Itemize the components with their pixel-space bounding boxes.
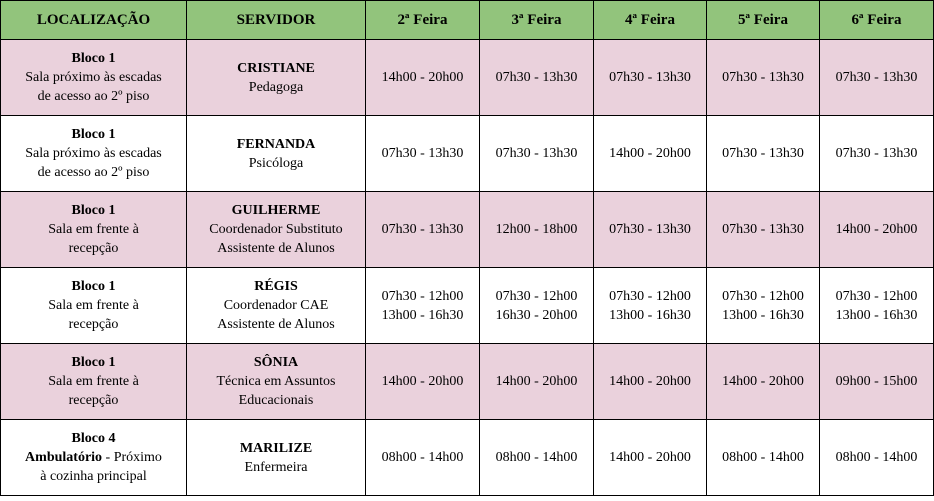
time-range: 07h30 - 13h30 <box>381 222 464 237</box>
location-line: Sala em frente à <box>48 222 139 237</box>
time-cell-friday <box>820 40 934 116</box>
header-row <box>1 1 934 40</box>
time-range: 07h30 - 13h30 <box>495 70 578 85</box>
location-line: à cozinha principal <box>40 469 147 484</box>
time-cell-wednesday <box>594 268 707 344</box>
time-range: 07h30 - 13h30 <box>609 70 691 85</box>
time-range: 16h30 - 20h00 <box>495 307 578 323</box>
location-block: Bloco 4 <box>71 431 116 446</box>
server-name: RÉGIS <box>254 279 298 294</box>
time-cell-monday <box>366 344 480 420</box>
time-cell-wednesday <box>594 192 707 268</box>
time-range: 14h00 - 20h00 <box>609 374 691 389</box>
server-name: GUILHERME <box>231 203 321 218</box>
header-wednesday: 4ª Feira <box>594 1 707 40</box>
time-cell-thursday <box>707 420 820 496</box>
time-cell-friday <box>820 420 934 496</box>
time-range: 07h30 - 13h30 <box>495 146 578 161</box>
header-location: LOCALIZAÇÃO <box>1 1 187 40</box>
location-block: Bloco 1 <box>71 51 116 66</box>
time-cell-wednesday <box>594 344 707 420</box>
location-line: recepção <box>68 317 119 332</box>
time-cell-thursday <box>707 344 820 420</box>
time-range: 13h00 - 16h30 <box>722 307 804 323</box>
time-cell-monday <box>366 40 480 116</box>
time-cell-thursday <box>707 192 820 268</box>
location-cell <box>1 116 187 192</box>
location-block: Bloco 1 <box>71 127 116 142</box>
location-line: Sala próximo às escadas <box>25 146 162 161</box>
time-range: 14h00 - 20h00 <box>722 374 804 389</box>
time-range: 07h30 - 13h30 <box>381 146 464 161</box>
location-block: Bloco 1 <box>71 203 116 218</box>
time-range: 08h00 - 14h00 <box>381 450 464 465</box>
time-range: 09h00 - 15h00 <box>835 374 918 389</box>
time-range: 07h30 - 13h30 <box>722 222 804 237</box>
location-block: Bloco 1 <box>71 355 116 370</box>
time-range: 07h30 - 12h00 <box>609 288 691 304</box>
time-range: 07h30 - 12h00 <box>835 288 918 304</box>
server-name: FERNANDA <box>236 136 316 152</box>
location-line: Sala em frente à <box>48 298 139 313</box>
table-row <box>1 116 934 192</box>
server-role: Educacionais <box>238 393 314 408</box>
location-cell <box>1 192 187 268</box>
location-cell <box>1 268 187 344</box>
server-name: CRISTIANE <box>237 60 315 76</box>
time-range: 07h30 - 13h30 <box>722 70 804 85</box>
time-cell-friday <box>820 344 934 420</box>
time-cell-thursday <box>707 40 820 116</box>
location-line: de acesso ao 2º piso <box>37 89 150 104</box>
time-cell-monday <box>366 116 480 192</box>
server-cell <box>187 192 366 268</box>
time-cell-friday <box>820 268 934 344</box>
time-range: 07h30 - 12h00 <box>722 288 804 304</box>
server-role: Assistente de Alunos <box>217 317 335 332</box>
location-line: de acesso ao 2º piso <box>37 165 150 180</box>
location-line: Sala em frente à <box>48 374 139 389</box>
server-cell <box>187 116 366 192</box>
time-cell-tuesday <box>480 192 594 268</box>
time-range: 07h30 - 13h30 <box>722 146 804 161</box>
server-role: Pedagoga <box>248 79 304 95</box>
time-cell-wednesday <box>594 116 707 192</box>
server-name: SÔNIA <box>253 355 299 370</box>
time-cell-tuesday <box>480 268 594 344</box>
time-range: 14h00 - 20h00 <box>381 374 464 389</box>
server-cell <box>187 420 366 496</box>
location-bold-prefix: Ambulatório <box>25 450 103 465</box>
server-cell <box>187 344 366 420</box>
location-line: Sala próximo às escadas <box>25 70 162 85</box>
time-range: 14h00 - 20h00 <box>381 70 464 85</box>
time-cell-monday <box>366 420 480 496</box>
time-cell-wednesday <box>594 40 707 116</box>
time-cell-tuesday <box>480 40 594 116</box>
table-row <box>1 192 934 268</box>
server-cell <box>187 40 366 116</box>
header-friday: 6ª Feira <box>820 1 934 40</box>
table-row <box>1 268 934 344</box>
server-role: Coordenador CAE <box>223 298 329 313</box>
time-cell-tuesday <box>480 116 594 192</box>
time-cell-wednesday <box>594 420 707 496</box>
location-cell <box>1 420 187 496</box>
table-row <box>1 420 934 496</box>
location-block: Bloco 1 <box>71 279 116 294</box>
time-cell-monday <box>366 192 480 268</box>
time-range: 14h00 - 20h00 <box>609 450 691 465</box>
time-cell-monday <box>366 268 480 344</box>
table-row <box>1 344 934 420</box>
time-cell-tuesday <box>480 344 594 420</box>
header-monday: 2ª Feira <box>366 1 480 40</box>
time-range: 13h00 - 16h30 <box>381 307 464 323</box>
time-cell-thursday <box>707 268 820 344</box>
time-range: 08h00 - 14h00 <box>722 450 804 465</box>
time-cell-tuesday <box>480 420 594 496</box>
time-range: 07h30 - 13h30 <box>835 70 918 85</box>
server-role: Enfermeira <box>244 459 308 475</box>
server-cell <box>187 268 366 344</box>
time-cell-thursday <box>707 116 820 192</box>
server-role: Técnica em Assuntos <box>216 374 336 389</box>
time-range: 07h30 - 13h30 <box>609 222 691 237</box>
header-server: SERVIDOR <box>187 1 366 40</box>
time-range: 14h00 - 20h00 <box>609 146 691 161</box>
server-role: Assistente de Alunos <box>217 241 335 256</box>
time-range: 07h30 - 13h30 <box>835 146 918 161</box>
time-range: 12h00 - 18h00 <box>495 222 578 237</box>
location-line <box>4 448 183 467</box>
time-cell-friday <box>820 116 934 192</box>
location-line: recepção <box>68 241 119 256</box>
time-range: 14h00 - 20h00 <box>835 222 918 237</box>
location-cell <box>1 344 187 420</box>
header-thursday: 5ª Feira <box>707 1 820 40</box>
server-name: MARILIZE <box>239 440 313 456</box>
server-role: Coordenador Substituto <box>209 222 343 237</box>
location-cell <box>1 40 187 116</box>
time-range: 07h30 - 12h00 <box>381 288 464 304</box>
time-range: 13h00 - 16h30 <box>835 307 918 323</box>
time-range: 13h00 - 16h30 <box>609 307 691 323</box>
table-row <box>1 40 934 116</box>
time-range: 08h00 - 14h00 <box>835 450 918 465</box>
time-cell-friday <box>820 192 934 268</box>
location-line-suffix: - Próximo <box>102 450 162 465</box>
time-range: 14h00 - 20h00 <box>495 374 578 389</box>
location-line: recepção <box>68 393 119 408</box>
server-role: Psicóloga <box>248 155 304 171</box>
time-range: 08h00 - 14h00 <box>495 450 578 465</box>
time-range: 07h30 - 12h00 <box>495 288 578 304</box>
header-tuesday: 3ª Feira <box>480 1 594 40</box>
